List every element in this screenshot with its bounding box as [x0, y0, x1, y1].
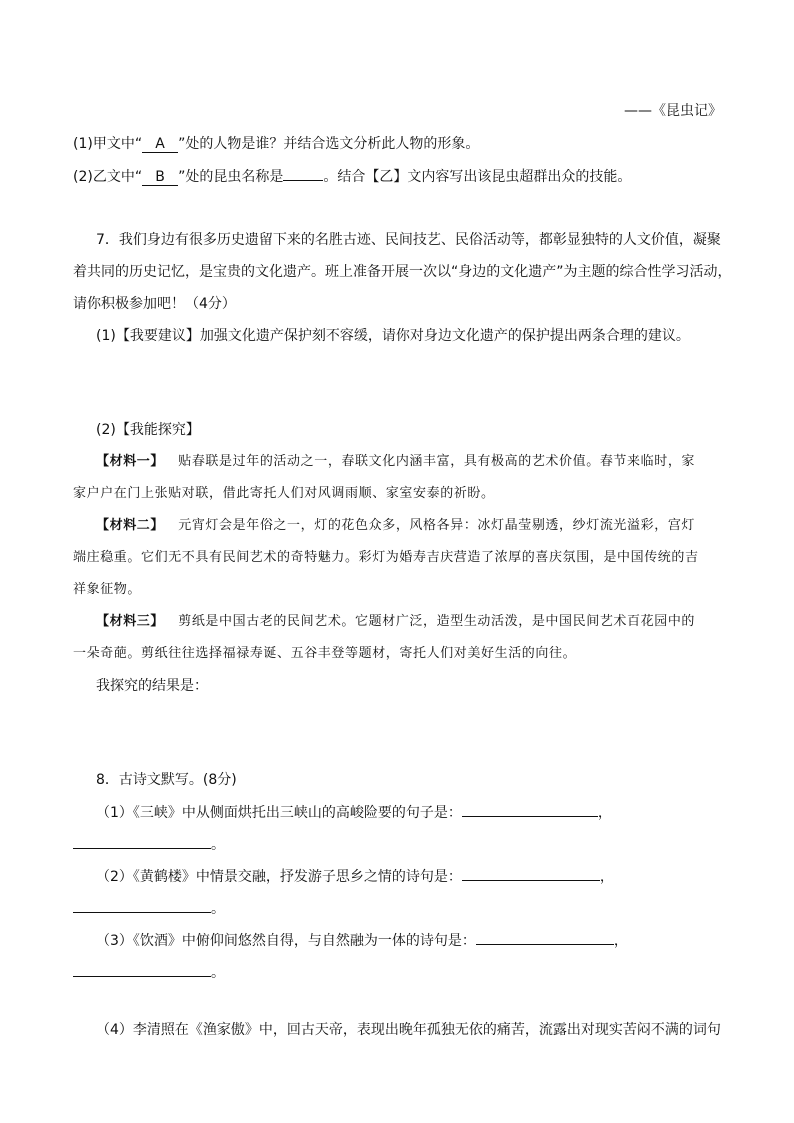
material-2-line-2: 端庄稳重。它们无不具有民间艺术的奇特魅力。彩灯为婚寿吉庆营造了浓厚的喜庆氛围，是中国传统的吉	[73, 550, 699, 565]
q6-sub2-suffix: 。结合【乙】文内容写出该昆虫超群出众的技能。	[323, 169, 632, 185]
material-3-line-1	[96, 612, 695, 632]
q8-item-2-comma: ，	[599, 869, 614, 885]
q6-sub1	[73, 134, 479, 154]
q6-blank-b: B	[142, 169, 178, 186]
material-3-line-2: 一朵奇葩。剪纸往往选择福禄寿诞、五谷丰登等题材，寄托人们对美好生活的向往。	[73, 646, 577, 661]
q8-item-2	[96, 866, 614, 887]
q8-title: 8．古诗文默写。(8分)	[96, 772, 237, 788]
q8-item-1-end: 。	[211, 837, 225, 853]
q8-item-1-blank-2[interactable]	[73, 834, 211, 849]
material-1-label: 【材料一】	[96, 454, 165, 469]
q7-sub1: (1)【我要建议】加强文化遗产保护刻不容缓，请你对身边文化遗产的保护提出两条合理的建议。	[96, 328, 690, 344]
q7-intro-line-2: 着共同的历史记忆，是宝贵的文化遗产。班上准备开展一次以“身边的文化遗产”为主题的综合性学习活动，	[73, 264, 732, 280]
q8-item-2-end: 。	[211, 901, 225, 917]
q7-intro-line-1: 7．我们身边有很多历史遗留下来的名胜古迹、民间技艺、民俗活动等，都彰显独特的人文价值，凝聚	[96, 232, 721, 248]
material-3-label: 【材料三】	[96, 614, 165, 629]
q8-item-3-blank-2[interactable]	[73, 962, 211, 977]
material-2-line-1	[96, 516, 695, 536]
q8-item-4: （4）李清照在《渔家傲》中，回古天帝，表现出晚年孤独无依的痛苦，流露出对现实苦闷不满的词句	[96, 1022, 721, 1038]
q8-item-1-comma: ，	[597, 805, 612, 821]
q8-item-1-prompt: （1）《三峡》中从侧面烘托出三峡山的高峻险要的句子是：	[96, 805, 462, 821]
q6-sub2-middle: ”处的昆虫名称是	[178, 169, 284, 185]
q6-answer-blank[interactable]	[283, 166, 323, 181]
q8-item-3-cont	[73, 962, 225, 983]
q8-item-3-end: 。	[211, 965, 225, 981]
q8-item-3	[96, 930, 628, 951]
q6-sub1-suffix: ”处的人物是谁？并结合选文分析此人物的形象。	[178, 136, 480, 152]
material-2-label: 【材料二】	[96, 518, 165, 533]
q8-item-1	[96, 802, 612, 823]
q7-intro-line-3: 请你积极参加吧！（4分）	[73, 296, 236, 312]
material-1-text-1: 贴春联是过年的活动之一，春联文化内涵丰富，具有极高的艺术价值。春节来临时，家	[178, 454, 696, 469]
q8-item-1-blank-1[interactable]	[462, 802, 598, 817]
material-3-text-1: 剪纸是中国古老的民间艺术。它题材广泛，造型生动活泼，是中国民间艺术百花园中的	[178, 614, 696, 629]
material-1-line-1	[96, 452, 695, 472]
material-2-text-1: 元宵灯会是年俗之一，灯的花色众多，风格各异：冰灯晶莹剔透，纱灯流光溢彩，宫灯	[178, 518, 696, 533]
q6-sub2	[73, 166, 631, 187]
q7-sub2-title: (2)【我能探究】	[96, 422, 200, 438]
q8-item-3-blank-1[interactable]	[476, 930, 614, 945]
q8-item-3-comma: ，	[613, 933, 628, 949]
source-attribution: ——《昆虫记》	[624, 103, 722, 119]
q6-sub1-prefix: (1)甲文中“	[73, 136, 143, 152]
material-1-line-2: 家户户在门上张贴对联，借此寄托人们对风调雨顺、家室安泰的祈盼。	[73, 486, 495, 501]
q8-item-3-prompt: （3）《饮酒》中俯仰间悠然自得，与自然融为一体的诗句是：	[96, 933, 476, 949]
q8-item-2-prompt: （2）《黄鹤楼》中情景交融，抒发游子思乡之情的诗句是：	[96, 869, 462, 885]
q7-result-label: 我探究的结果是：	[96, 678, 208, 694]
q6-blank-a: A	[142, 136, 178, 153]
q8-item-2-blank-2[interactable]	[73, 898, 211, 913]
q8-item-1-cont	[73, 834, 225, 855]
q8-item-2-blank-1[interactable]	[462, 866, 600, 881]
material-2-line-3: 祥象征物。	[73, 582, 142, 597]
q6-sub2-prefix: (2)乙文中“	[73, 169, 143, 185]
q8-item-2-cont	[73, 898, 225, 919]
